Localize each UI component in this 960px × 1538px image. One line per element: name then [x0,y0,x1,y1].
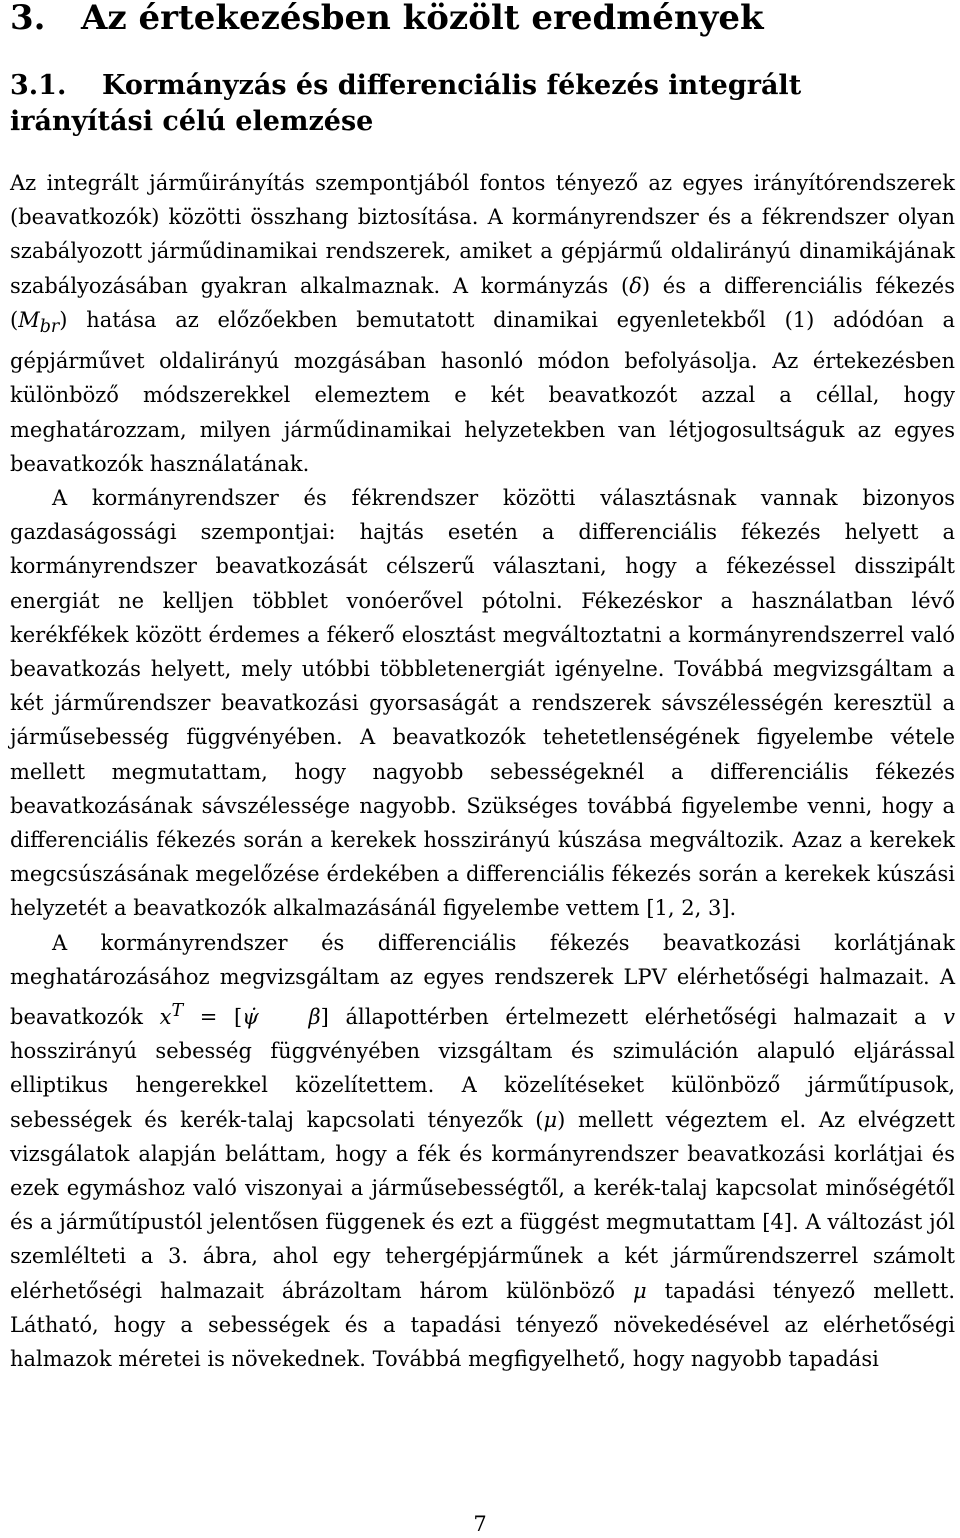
section-number: 3. [10,0,46,38]
equals-bracket: = [ [183,1005,243,1030]
p1-text-c: ) hatása az előzőekben bemutatott dinamikai egyenletekből (1) adódóan a gépjárművet oldalirányú mozgásában hasonló módon befolyásolja. Az értekezésben különböző módszerekkel elemeztem e két beavatkozót azzal a céllal, hogy meghatározzam, milyen járműdinamikai helyzetekben van létjogosultságuk az egyes beavatkozók használatának. [10,307,955,476]
p1-text-b: ) és a differenciális fékezés ( [10,273,956,332]
paragraph-3 [10,926,955,1377]
transpose-superscript: T [171,1001,184,1022]
paragraph-2: A kormányrendszer és fékrendszer közötti választásnak vannak bizonyos gazdaságossági szempontjai: hajtás esetén a differenciális fékezés helyett a kormányrendszer beavatkozását célszerű választani, hogy a fékezéssel disszipált energiát ne kelljen többlet vonóerővel pótolni. Fékezéskor a használatban lévő kerékfékek között érdemes a fékerő elosztást megváltoztatni a kormányrendszerrel való beavatkozás helyett, mely utóbbi többletenergiát igényelne. Továbbá megvizsgáltam a két járműrendszer beavatkozási gyorsaságát a rendszerek sávszélességén keresztül a járműsebesség függvényében. A beavatkozók tehetetlenségének figyelembe vétele mellett megmutattam, hogy nagyobb sebességeknél a differenciális fékezés beavatkozásának sávszélessége nagyobb. Szükséges továbbá figyelembe venni, hogy a differenciális fékezés során a kerekek hosszirányú kúszása megváltozik. Azaz a kerekek megcsúszásának megelőzése érdekében a differenciális fékezés során a kerekek kúszási helyzetét a beavatkozók alkalmazásánál figyelembe vettem [1, 2, 3]. [10,486,955,921]
p1-text-a: Az integrált járműirányítás szempontjából fontos tényező az egyes irányítórendszerek (beavatkozók) közötti összhang biztosítása. A kormányrendszer és a fékrendszer olyan szabályozott járműdinamikai rendszerek, amiket a gépjármű oldalirányú dinamikájának szabályozásában gyakran alkalmaznak. A kormányzás ( [10,171,955,298]
delta-symbol: δ [629,273,642,298]
subsection-number: 3.1. [10,70,67,101]
p3-text-a: A kormányrendszer és differenciális fékezés beavatkozási korlátjának meghatározásához megvizsgáltam az egyes rendszerek LPV elérhetőségi halmazait. A beavatkozók [10,930,955,1030]
mbr-symbol: M [18,307,40,332]
paragraph-1 [10,166,955,481]
p3-text-b: állapottérben értelmezett elérhetőségi halmazait a [328,1005,944,1030]
section-heading [10,0,764,36]
closing-bracket: ] [320,1005,329,1030]
p3-text-e: tapadási tényező mellett. Látható, hogy a sebességek és a tapadási tényező növekedésével az elérhetőségi halmazok méretei is növekednek. Továbbá megfigyelhető, hogy nagyobb tapadási [10,1278,955,1372]
mu-symbol-2: μ [633,1278,647,1303]
mbr-subscript: br [39,317,60,337]
psi-dot-symbol: ψ̇ [242,1005,259,1030]
section-title: Az értekezésben közölt eredmények [81,0,764,38]
x-symbol: x [159,1005,172,1030]
page-number: 7 [473,1512,487,1536]
body-text [10,166,955,1376]
p3-text-c: hosszirányú sebesség függvényében vizsgáltam és szimuláción alapuló eljárással elliptikus hengerekkel közelítettem. A közelítéseket különböző járműtípusok, sebességek és kerék-talaj kapcsolati tényezők ( [10,1039,955,1132]
v-symbol: v [943,1005,955,1030]
beta-symbol: β [308,1005,321,1030]
p3-text-d: ) mellett végeztem el. Az elvégzett vizsgálatok alapján beláttam, hogy a fék és kormányrendszer beavatkozási korlátjai és ezek egymáshoz való viszonyai a járműsebességtől, a kerék-talaj kapcsolat minőségétől és a járműtípustól jelentősen függenek és ezt a függést megmutattam [4]. A változást jól szemlélteti a 3. ábra, ahol egy tehergépjárműnek a két járműrendszerrel számolt elérhetőségi halmazait ábrázoltam három különböző [10,1107,955,1303]
mu-symbol: μ [543,1107,558,1132]
subsection-title: Kormányzás és differenciális fékezés integrált irányítási célú elemzése [10,70,802,137]
subsection-heading [10,68,950,140]
